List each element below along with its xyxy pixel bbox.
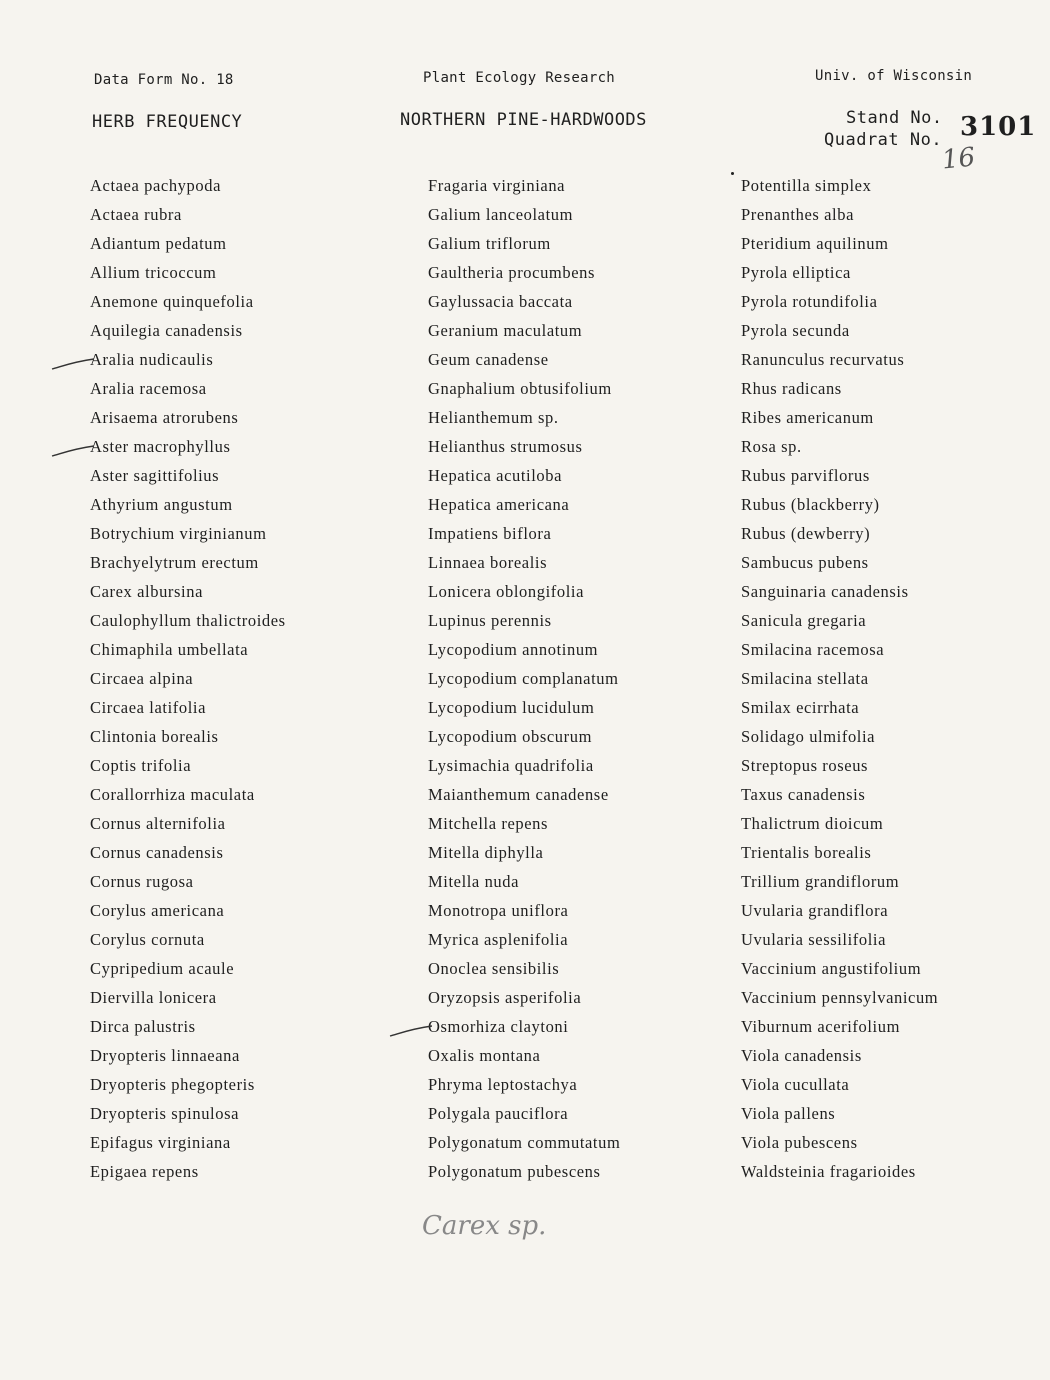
species-name: Epigaea repens bbox=[90, 1162, 199, 1181]
species-item bbox=[90, 551, 286, 580]
species-item bbox=[428, 783, 620, 812]
species-item bbox=[741, 870, 938, 899]
species-name: Trillium grandiflorum bbox=[741, 872, 900, 891]
species-item bbox=[741, 290, 938, 319]
species-item bbox=[741, 464, 938, 493]
species-name: Waldsteinia fragarioides bbox=[741, 1162, 916, 1181]
species-item bbox=[90, 870, 286, 899]
species-name: Sambucus pubens bbox=[741, 553, 869, 572]
check-mark-icon bbox=[50, 441, 94, 461]
species-item bbox=[741, 928, 938, 957]
species-name: Fragaria virginiana bbox=[428, 176, 566, 195]
species-item bbox=[741, 580, 938, 609]
species-name: Oryzopsis asperifolia bbox=[428, 988, 582, 1007]
species-name: Smilacina racemosa bbox=[741, 640, 885, 659]
species-item bbox=[90, 406, 286, 435]
species-name: Dryopteris phegopteris bbox=[90, 1075, 255, 1094]
species-column-1 bbox=[90, 174, 286, 1189]
species-name: Thalictrum dioicum bbox=[741, 814, 884, 833]
species-name: Cypripedium acaule bbox=[90, 959, 235, 978]
species-item bbox=[428, 435, 620, 464]
species-item bbox=[741, 899, 938, 928]
species-name: Smilacina stellata bbox=[741, 669, 869, 688]
species-item bbox=[90, 899, 286, 928]
form-title: HERB FREQUENCY bbox=[92, 112, 243, 132]
species-name: Phryma leptostachya bbox=[428, 1075, 578, 1094]
species-item bbox=[428, 667, 620, 696]
species-item bbox=[741, 377, 938, 406]
species-name: Mitella diphylla bbox=[428, 843, 544, 862]
species-name: Taxus canadensis bbox=[741, 785, 866, 804]
species-name: Aralia nudicaulis bbox=[90, 350, 214, 369]
species-item bbox=[428, 986, 620, 1015]
species-name: Helianthus strumosus bbox=[428, 437, 583, 456]
species-name: Lycopodium complanatum bbox=[428, 669, 619, 688]
species-item bbox=[741, 406, 938, 435]
species-item bbox=[90, 203, 286, 232]
species-name: Viola pubescens bbox=[741, 1133, 858, 1152]
species-item bbox=[741, 551, 938, 580]
species-item bbox=[741, 957, 938, 986]
species-name: Smilax ecirrhata bbox=[741, 698, 860, 717]
check-mark-icon bbox=[388, 1021, 432, 1041]
species-item bbox=[90, 609, 286, 638]
species-name: Viburnum acerifolium bbox=[741, 1017, 901, 1036]
species-name: Osmorhiza claytoni bbox=[428, 1017, 569, 1036]
species-item bbox=[90, 232, 286, 261]
species-name: Adiantum pedatum bbox=[90, 234, 227, 253]
species-name: Lonicera oblongifolia bbox=[428, 582, 585, 601]
species-item bbox=[428, 377, 620, 406]
species-item bbox=[90, 1044, 286, 1073]
species-name: Pteridium aquilinum bbox=[741, 234, 889, 253]
species-name: Myrica asplenifolia bbox=[428, 930, 569, 949]
species-item bbox=[741, 203, 938, 232]
research-title: Plant Ecology Research bbox=[423, 70, 616, 86]
species-item bbox=[90, 580, 286, 609]
species-item bbox=[90, 783, 286, 812]
species-item bbox=[428, 841, 620, 870]
species-item bbox=[428, 1102, 620, 1131]
species-name: Aster sagittifolius bbox=[90, 466, 220, 485]
species-name: Rubus (blackberry) bbox=[741, 495, 880, 514]
species-item bbox=[90, 986, 286, 1015]
species-item bbox=[428, 551, 620, 580]
species-item bbox=[90, 261, 286, 290]
species-name: Cornus canadensis bbox=[90, 843, 224, 862]
species-name: Helianthemum sp. bbox=[428, 408, 559, 427]
species-item bbox=[90, 435, 286, 464]
species-name: Maianthemum canadense bbox=[428, 785, 609, 804]
community-title: NORTHERN PINE-HARDWOODS bbox=[400, 110, 647, 130]
species-name: Diervilla lonicera bbox=[90, 988, 217, 1007]
species-item bbox=[90, 1160, 286, 1189]
species-item bbox=[741, 174, 938, 203]
species-name: Vaccinium angustifolium bbox=[741, 959, 922, 978]
species-name: Lycopodium obscurum bbox=[428, 727, 593, 746]
species-item bbox=[741, 261, 938, 290]
species-name: Athyrium angustum bbox=[90, 495, 233, 514]
species-name: Potentilla simplex bbox=[741, 176, 872, 195]
species-item bbox=[90, 1131, 286, 1160]
species-name: Lupinus perennis bbox=[428, 611, 552, 630]
species-item bbox=[428, 696, 620, 725]
species-name: Uvularia sessilifolia bbox=[741, 930, 887, 949]
species-item bbox=[741, 435, 938, 464]
bullet-dot bbox=[731, 172, 734, 175]
species-item bbox=[741, 609, 938, 638]
species-name: Brachyelytrum erectum bbox=[90, 553, 259, 572]
species-item bbox=[428, 174, 620, 203]
species-name: Galium lanceolatum bbox=[428, 205, 574, 224]
species-name: Mitella nuda bbox=[428, 872, 520, 891]
species-name: Geum canadense bbox=[428, 350, 549, 369]
species-item bbox=[741, 841, 938, 870]
species-name: Lycopodium lucidulum bbox=[428, 698, 595, 717]
species-item bbox=[90, 725, 286, 754]
species-item bbox=[741, 1102, 938, 1131]
species-item bbox=[741, 522, 938, 551]
species-item bbox=[428, 1160, 620, 1189]
species-name: Circaea alpina bbox=[90, 669, 194, 688]
species-name: Onoclea sensibilis bbox=[428, 959, 560, 978]
species-name: Sanicula gregaria bbox=[741, 611, 867, 630]
species-item bbox=[741, 319, 938, 348]
species-name: Cornus rugosa bbox=[90, 872, 194, 891]
species-item bbox=[90, 1102, 286, 1131]
species-name: Rubus parviflorus bbox=[741, 466, 870, 485]
species-name: Actaea pachypoda bbox=[90, 176, 221, 195]
species-column-2 bbox=[428, 174, 620, 1189]
species-name: Corylus americana bbox=[90, 901, 225, 920]
species-item bbox=[90, 667, 286, 696]
species-name: Botrychium virginianum bbox=[90, 524, 267, 543]
species-name: Pyrola rotundifolia bbox=[741, 292, 878, 311]
species-name: Cornus alternifolia bbox=[90, 814, 226, 833]
species-item bbox=[741, 754, 938, 783]
species-item bbox=[741, 1131, 938, 1160]
species-item bbox=[741, 783, 938, 812]
species-item bbox=[741, 986, 938, 1015]
species-item bbox=[428, 957, 620, 986]
species-name: Rhus radicans bbox=[741, 379, 842, 398]
species-name: Ranunculus recurvatus bbox=[741, 350, 905, 369]
species-item bbox=[428, 580, 620, 609]
check-mark-icon bbox=[50, 354, 94, 374]
species-name: Monotropa uniflora bbox=[428, 901, 569, 920]
species-item bbox=[90, 290, 286, 319]
species-item bbox=[428, 493, 620, 522]
species-item bbox=[90, 377, 286, 406]
species-item bbox=[90, 493, 286, 522]
species-name: Anemone quinquefolia bbox=[90, 292, 254, 311]
species-item bbox=[90, 348, 286, 377]
quadrat-label: Quadrat No. bbox=[824, 130, 943, 150]
species-item bbox=[90, 928, 286, 957]
species-item bbox=[428, 812, 620, 841]
species-name: Allium tricoccum bbox=[90, 263, 217, 282]
species-name: Dryopteris linnaeana bbox=[90, 1046, 240, 1065]
species-item bbox=[90, 1073, 286, 1102]
species-name: Dirca palustris bbox=[90, 1017, 196, 1036]
species-name: Epifagus virginiana bbox=[90, 1133, 231, 1152]
university-name: Univ. of Wisconsin bbox=[815, 68, 973, 84]
species-item bbox=[428, 899, 620, 928]
species-item bbox=[428, 261, 620, 290]
species-name: Linnaea borealis bbox=[428, 553, 548, 572]
species-name: Hepatica americana bbox=[428, 495, 570, 514]
species-name: Pyrola elliptica bbox=[741, 263, 851, 282]
species-name: Oxalis montana bbox=[428, 1046, 541, 1065]
species-item bbox=[428, 609, 620, 638]
species-item bbox=[741, 696, 938, 725]
species-item bbox=[428, 725, 620, 754]
handwritten-note bbox=[420, 1200, 580, 1250]
species-name: Rubus (dewberry) bbox=[741, 524, 871, 543]
species-item bbox=[90, 319, 286, 348]
species-item bbox=[428, 348, 620, 377]
species-item bbox=[428, 638, 620, 667]
species-item bbox=[90, 174, 286, 203]
species-name: Viola pallens bbox=[741, 1104, 836, 1123]
species-name: Pyrola secunda bbox=[741, 321, 850, 340]
species-name: Mitchella repens bbox=[428, 814, 549, 833]
species-item bbox=[741, 1073, 938, 1102]
species-name: Aquilegia canadensis bbox=[90, 321, 243, 340]
species-name: Gaultheria procumbens bbox=[428, 263, 596, 282]
species-item bbox=[428, 464, 620, 493]
species-item bbox=[741, 638, 938, 667]
species-item bbox=[741, 812, 938, 841]
species-name: Corylus cornuta bbox=[90, 930, 205, 949]
species-name: Viola canadensis bbox=[741, 1046, 862, 1065]
species-name: Polygonatum pubescens bbox=[428, 1162, 601, 1181]
species-item bbox=[428, 870, 620, 899]
species-item bbox=[90, 638, 286, 667]
species-item bbox=[90, 841, 286, 870]
species-name: Polygala pauciflora bbox=[428, 1104, 569, 1123]
species-item bbox=[428, 1131, 620, 1160]
species-item bbox=[90, 957, 286, 986]
species-name: Prenanthes alba bbox=[741, 205, 855, 224]
species-item bbox=[428, 1044, 620, 1073]
species-item bbox=[428, 754, 620, 783]
form-number: Data Form No. 18 bbox=[94, 72, 234, 88]
species-name: Geranium maculatum bbox=[428, 321, 583, 340]
species-item bbox=[741, 667, 938, 696]
species-name: Streptopus roseus bbox=[741, 756, 869, 775]
species-name: Circaea latifolia bbox=[90, 698, 207, 717]
species-name: Vaccinium pennsylvanicum bbox=[741, 988, 939, 1007]
species-item bbox=[428, 928, 620, 957]
species-item bbox=[428, 1073, 620, 1102]
species-name: Lycopodium annotinum bbox=[428, 640, 599, 659]
species-name: Caulophyllum thalictroides bbox=[90, 611, 286, 630]
species-name: Arisaema atrorubens bbox=[90, 408, 239, 427]
species-name: Aster macrophyllus bbox=[90, 437, 231, 456]
species-item bbox=[428, 232, 620, 261]
species-name: Solidago ulmifolia bbox=[741, 727, 876, 746]
species-name: Lysimachia quadrifolia bbox=[428, 756, 594, 775]
species-item bbox=[90, 812, 286, 841]
quadrat-number: 16 bbox=[940, 142, 977, 176]
species-item bbox=[428, 406, 620, 435]
species-item bbox=[741, 1044, 938, 1073]
species-name: Rosa sp. bbox=[741, 437, 802, 456]
species-item bbox=[428, 290, 620, 319]
species-item bbox=[741, 1015, 938, 1044]
species-name: Uvularia grandiflora bbox=[741, 901, 889, 920]
species-name: Ribes americanum bbox=[741, 408, 874, 427]
species-name: Polygonatum commutatum bbox=[428, 1133, 621, 1152]
species-item bbox=[741, 232, 938, 261]
species-name: Aralia racemosa bbox=[90, 379, 207, 398]
species-name: Chimaphila umbellata bbox=[90, 640, 249, 659]
species-item bbox=[428, 1015, 620, 1044]
species-name: Coptis trifolia bbox=[90, 756, 192, 775]
species-name: Sanguinaria canadensis bbox=[741, 582, 909, 601]
species-item bbox=[741, 725, 938, 754]
species-item bbox=[90, 464, 286, 493]
species-name: Dryopteris spinulosa bbox=[90, 1104, 240, 1123]
species-item bbox=[90, 696, 286, 725]
species-item bbox=[741, 1160, 938, 1189]
species-item bbox=[90, 754, 286, 783]
species-column-3 bbox=[741, 174, 938, 1189]
stand-number: 3101 bbox=[960, 112, 1037, 142]
species-name: Trientalis borealis bbox=[741, 843, 872, 862]
species-name: Gnaphalium obtusifolium bbox=[428, 379, 612, 398]
species-name: Actaea rubra bbox=[90, 205, 182, 224]
species-name: Clintonia borealis bbox=[90, 727, 219, 746]
species-name: Corallorrhiza maculata bbox=[90, 785, 255, 804]
species-item bbox=[90, 522, 286, 551]
species-item bbox=[741, 348, 938, 377]
species-item bbox=[741, 493, 938, 522]
species-item bbox=[90, 1015, 286, 1044]
species-name: Impatiens biflora bbox=[428, 524, 552, 543]
handwritten-note-text: Carex sp. bbox=[422, 1211, 547, 1241]
species-name: Hepatica acutiloba bbox=[428, 466, 563, 485]
stand-label: Stand No. bbox=[846, 108, 943, 128]
species-item bbox=[428, 203, 620, 232]
species-item bbox=[428, 319, 620, 348]
species-name: Gaylussacia baccata bbox=[428, 292, 573, 311]
stand-quadrat-block bbox=[824, 108, 1037, 176]
species-name: Viola cucullata bbox=[741, 1075, 850, 1094]
species-item bbox=[428, 522, 620, 551]
species-name: Carex albursina bbox=[90, 582, 204, 601]
species-name: Galium triflorum bbox=[428, 234, 551, 253]
